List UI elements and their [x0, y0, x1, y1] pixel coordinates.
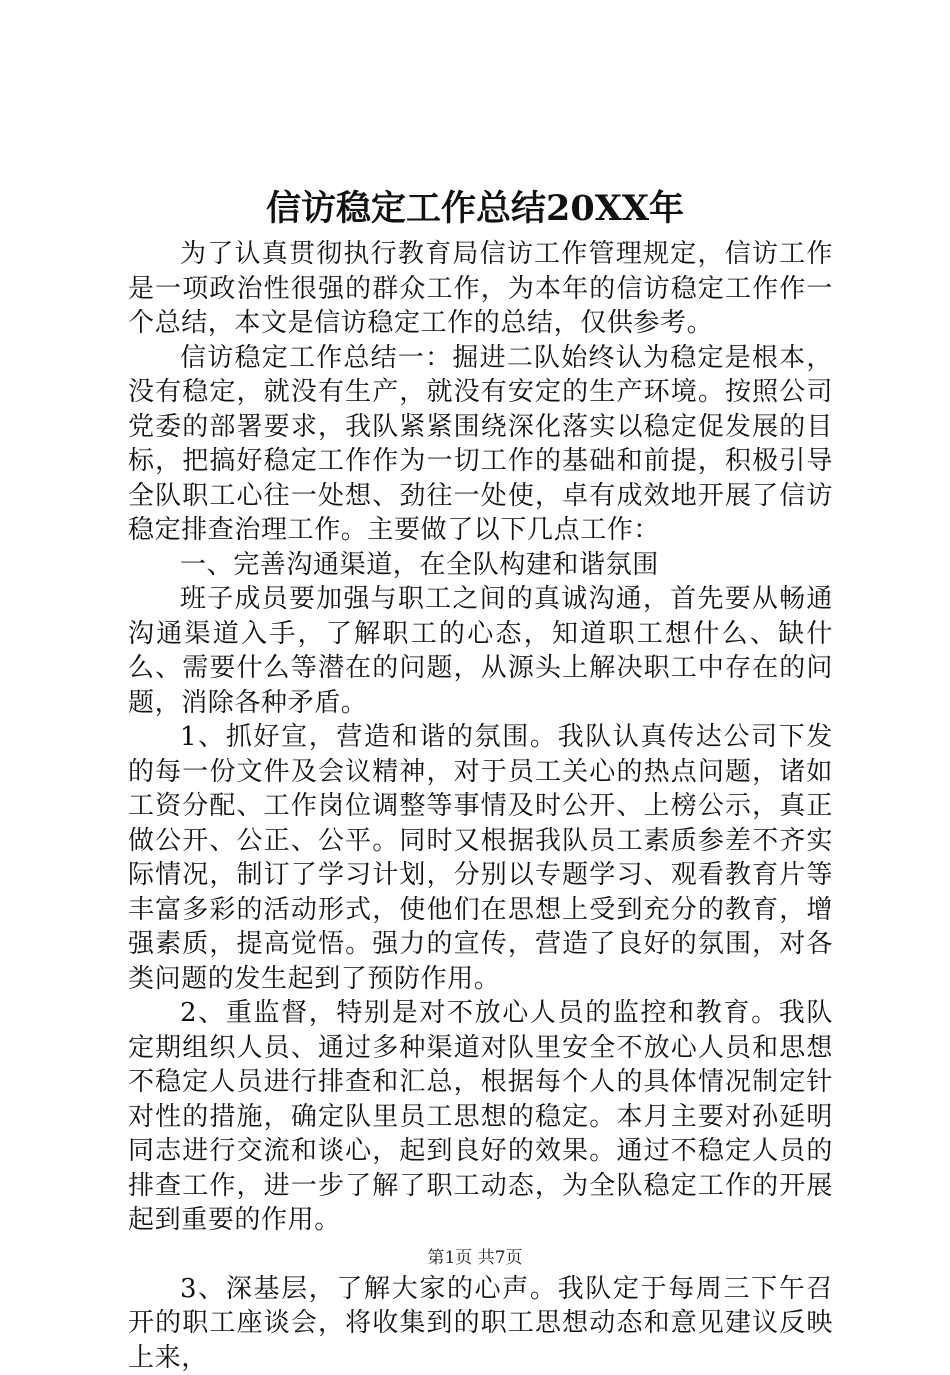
paragraph-communication: 班子成员要加强与职工之间的真诚沟通，首先要从畅通沟通渠道入手，了解职工的心态，知道职工想什么、缺什么、需要什么等潜在的问题，从源头上解决职工中存在的问题，消除各种矛盾。 [128, 582, 833, 720]
section-heading-1: 一、完善沟通渠道，在全队构建和谐氛围 [128, 548, 833, 583]
paragraph-point-2: 2、重监督，特别是对不放心人员的监控和教育。我队定期组织人员、通过多种渠道对队里安全不放心人员和思想不稳定人员进行排查和汇总，根据每个人的具体情况制定针对性的措施，确定队里员工思想的稳定。本月主要对孙延明同志进行交流和谈心，起到良好的效果。通过不稳定人员的排查工作，进一步了解了职工动态，为全队稳定工作的开展起到重要的作用。 [128, 996, 833, 1238]
paragraph-point-1: 1、抓好宣，营造和谐的氛围。我队认真传达公司下发的每一份文件及会议精神，对于员工关心的热点问题，诸如工资分配、工作岗位调整等事情及时公开、上榜公示，真正做公开、公正、公平。同时又根据我队员工素质参差不齐实际情况，制订了学习计划，分别以专题学习、观看教育片等丰富多彩的活动形式，使他们在思想上受到充分的教育，增强素质，提高觉悟。强力的宣传，营造了良好的氛围，对各类问题的发生起到了预防作用。 [128, 720, 833, 996]
document-body [128, 237, 833, 1375]
paragraph-point-3: 3、深基层，了解大家的心声。我队定于每周三下午召开的职工座谈会，将收集到的职工思想动态和意见建议反映上来， [128, 1272, 833, 1375]
page-total: 共7页 [478, 1248, 523, 1268]
page-number: 第1页 [427, 1248, 472, 1268]
document-title: 信访稳定工作总结20XX年 [0, 184, 950, 234]
page-footer [0, 1246, 950, 1270]
paragraph-intro: 为了认真贯彻执行教育局信访工作管理规定，信访工作是一项政治性很强的群众工作，为本年的信访稳定工作作一个总结，本文是信访稳定工作的总结，仅供参考。 [128, 237, 833, 341]
paragraph-summary-one: 信访稳定工作总结一：掘进二队始终认为稳定是根本，没有稳定，就没有生产，就没有安定的生产环境。按照公司党委的部署要求，我队紧紧围绕深化落实以稳定促发展的目标，把搞好稳定工作作为一切工作的基础和前提，积极引导全队职工心往一处想、劲往一处使，卓有成效地开展了信访稳定排查治理工作。主要做了以下几点工作： [128, 341, 833, 548]
